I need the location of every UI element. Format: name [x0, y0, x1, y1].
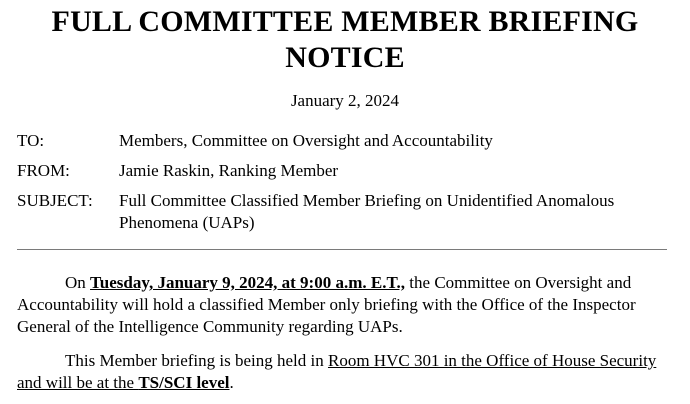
- paragraph-2-end: .: [229, 373, 234, 392]
- notice-title-line-1: FULL COMMITTEE MEMBER BRIEFING: [51, 5, 639, 38]
- paragraph-1-prefix: On: [65, 273, 91, 292]
- from-label: FROM:: [17, 161, 70, 180]
- subject-value-line-1: Full Committee Classified Member Briefing on Unidentified Anomalous: [119, 191, 615, 210]
- briefing-location: Room HVC 301 in the Office of House Security and will be at the: [17, 351, 657, 392]
- from-value: Jamie Raskin, Ranking Member: [119, 161, 339, 180]
- briefing-paragraph-1: [17, 272, 681, 338]
- notice-date: January 2, 2024: [290, 91, 400, 110]
- subject-label: SUBJECT:: [17, 191, 93, 210]
- paragraph-1-body: the Committee on Oversight and Accountability will hold a classified Member only briefing with the Office of the Inspector General of the Intelligence Community regarding UAPs.: [17, 273, 636, 336]
- to-label: TO:: [17, 131, 45, 150]
- paragraph-2-prefix: This Member briefing is being held in: [65, 351, 328, 370]
- to-value: Members, Committee on Oversight and Accountability: [119, 131, 493, 150]
- horizontal-divider: [17, 249, 667, 250]
- briefing-datetime: Tuesday, January 9, 2024, at 9:00 a.m. E.T.,: [90, 273, 406, 292]
- security-level: TS/SCI level: [138, 373, 230, 392]
- subject-value-line-2: Phenomena (UAPs): [119, 213, 255, 232]
- notice-title-line-2: NOTICE: [285, 41, 405, 74]
- briefing-paragraph-2: [17, 350, 681, 394]
